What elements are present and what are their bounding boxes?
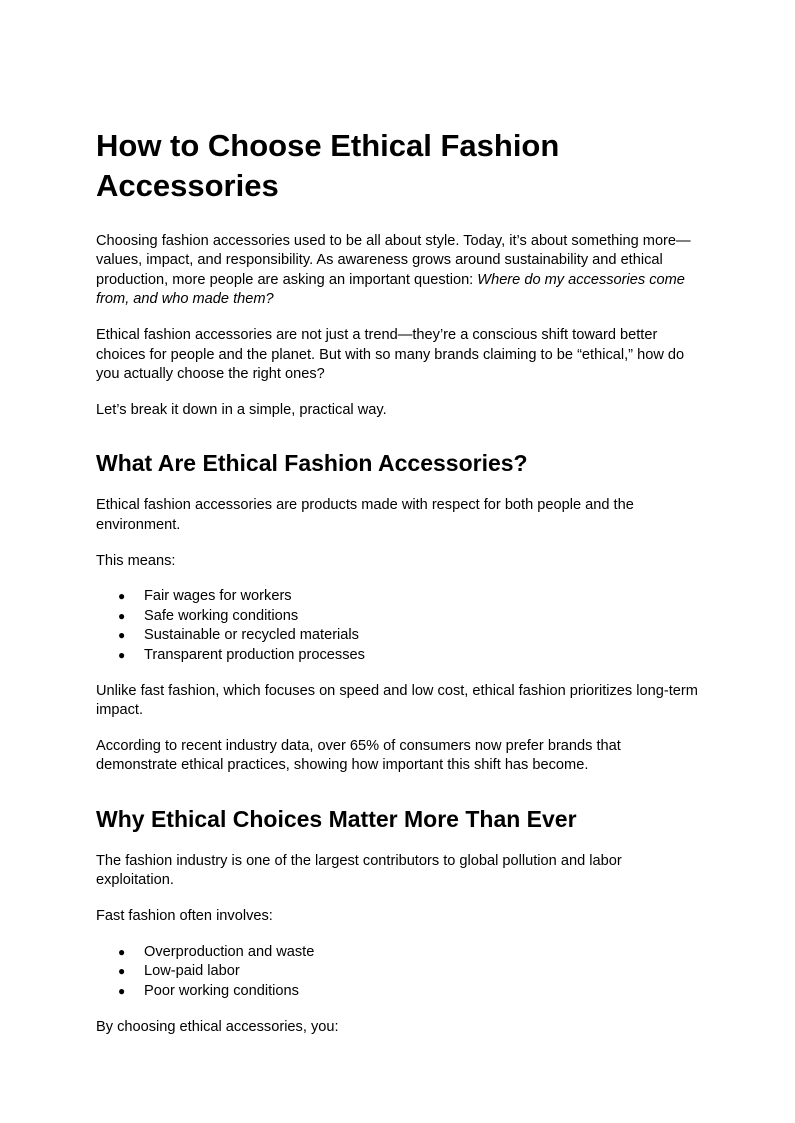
list-item-text: Overproduction and waste	[144, 943, 315, 960]
bullet-icon: ●	[118, 964, 126, 979]
list-item-text: Sustainable or recycled materials	[144, 627, 359, 644]
list-item-text: Transparent production processes	[144, 646, 365, 663]
bullet-icon: ●	[118, 628, 126, 643]
list-item	[96, 943, 701, 962]
intro-paragraph-1-italic: Where do my accessories come from, and who made them?	[96, 271, 685, 308]
intro-paragraph-1-text: Choosing fashion accessories used to be all about style. Today, it’s about something more—values, impact, and responsibility. As awareness grows around sustainability and ethical production, more people are asking an important question:	[96, 233, 691, 288]
bullet-icon: ●	[118, 589, 126, 604]
section-heading-what-are: What Are Ethical Fashion Accessories?	[96, 450, 528, 477]
section2-paragraph-1: The fashion industry is one of the largest contributors to global pollution and labor exploitation.	[96, 852, 622, 889]
list-item	[96, 982, 701, 1001]
bullet-icon: ●	[118, 983, 126, 998]
section2-paragraph-2: Fast fashion often involves:	[96, 908, 273, 925]
list-item-text: Fair wages for workers	[144, 588, 292, 605]
section1-paragraph-2: This means:	[96, 552, 176, 569]
intro-paragraph-2: Ethical fashion accessories are not just a trend—they’re a conscious shift toward better choices for people and the planet. But with so many brands claiming to be “ethical,” how do you actually choose the right ones?	[96, 327, 685, 382]
section2-paragraph-3: By choosing ethical accessories, you:	[96, 1018, 339, 1035]
section1-paragraph-3: Unlike fast fashion, which focuses on speed and low cost, ethical fashion prioritizes long-term impact.	[96, 682, 698, 718]
list-item	[96, 962, 701, 981]
section-heading-why-matter: Why Ethical Choices Matter More Than Ever	[96, 805, 577, 832]
list-item	[96, 607, 701, 626]
list-item-text: Poor working conditions	[144, 982, 299, 999]
bullet-icon: ●	[118, 944, 126, 959]
section1-paragraph-1: Ethical fashion accessories are products made with respect for both people and the environment.	[96, 497, 634, 533]
page-title: How to Choose Ethical Fashion Accessories	[96, 128, 560, 203]
document-page	[96, 126, 701, 1054]
list-item	[96, 587, 701, 606]
list-item	[96, 626, 701, 645]
list-item-text: Safe working conditions	[144, 607, 299, 624]
section2-bullet-list	[96, 943, 701, 1001]
bullet-icon: ●	[118, 647, 126, 662]
list-item-text: Low-paid labor	[144, 963, 240, 980]
intro-paragraph-1	[96, 232, 701, 310]
bullet-icon: ●	[118, 608, 126, 623]
intro-paragraph-3: Let’s break it down in a simple, practical way.	[96, 401, 387, 418]
section1-paragraph-4: According to recent industry data, over 65% of consumers now prefer brands that demonstrate ethical practices, showing how important this shift has become.	[96, 737, 621, 774]
section1-bullet-list	[96, 587, 701, 665]
list-item	[96, 646, 701, 665]
